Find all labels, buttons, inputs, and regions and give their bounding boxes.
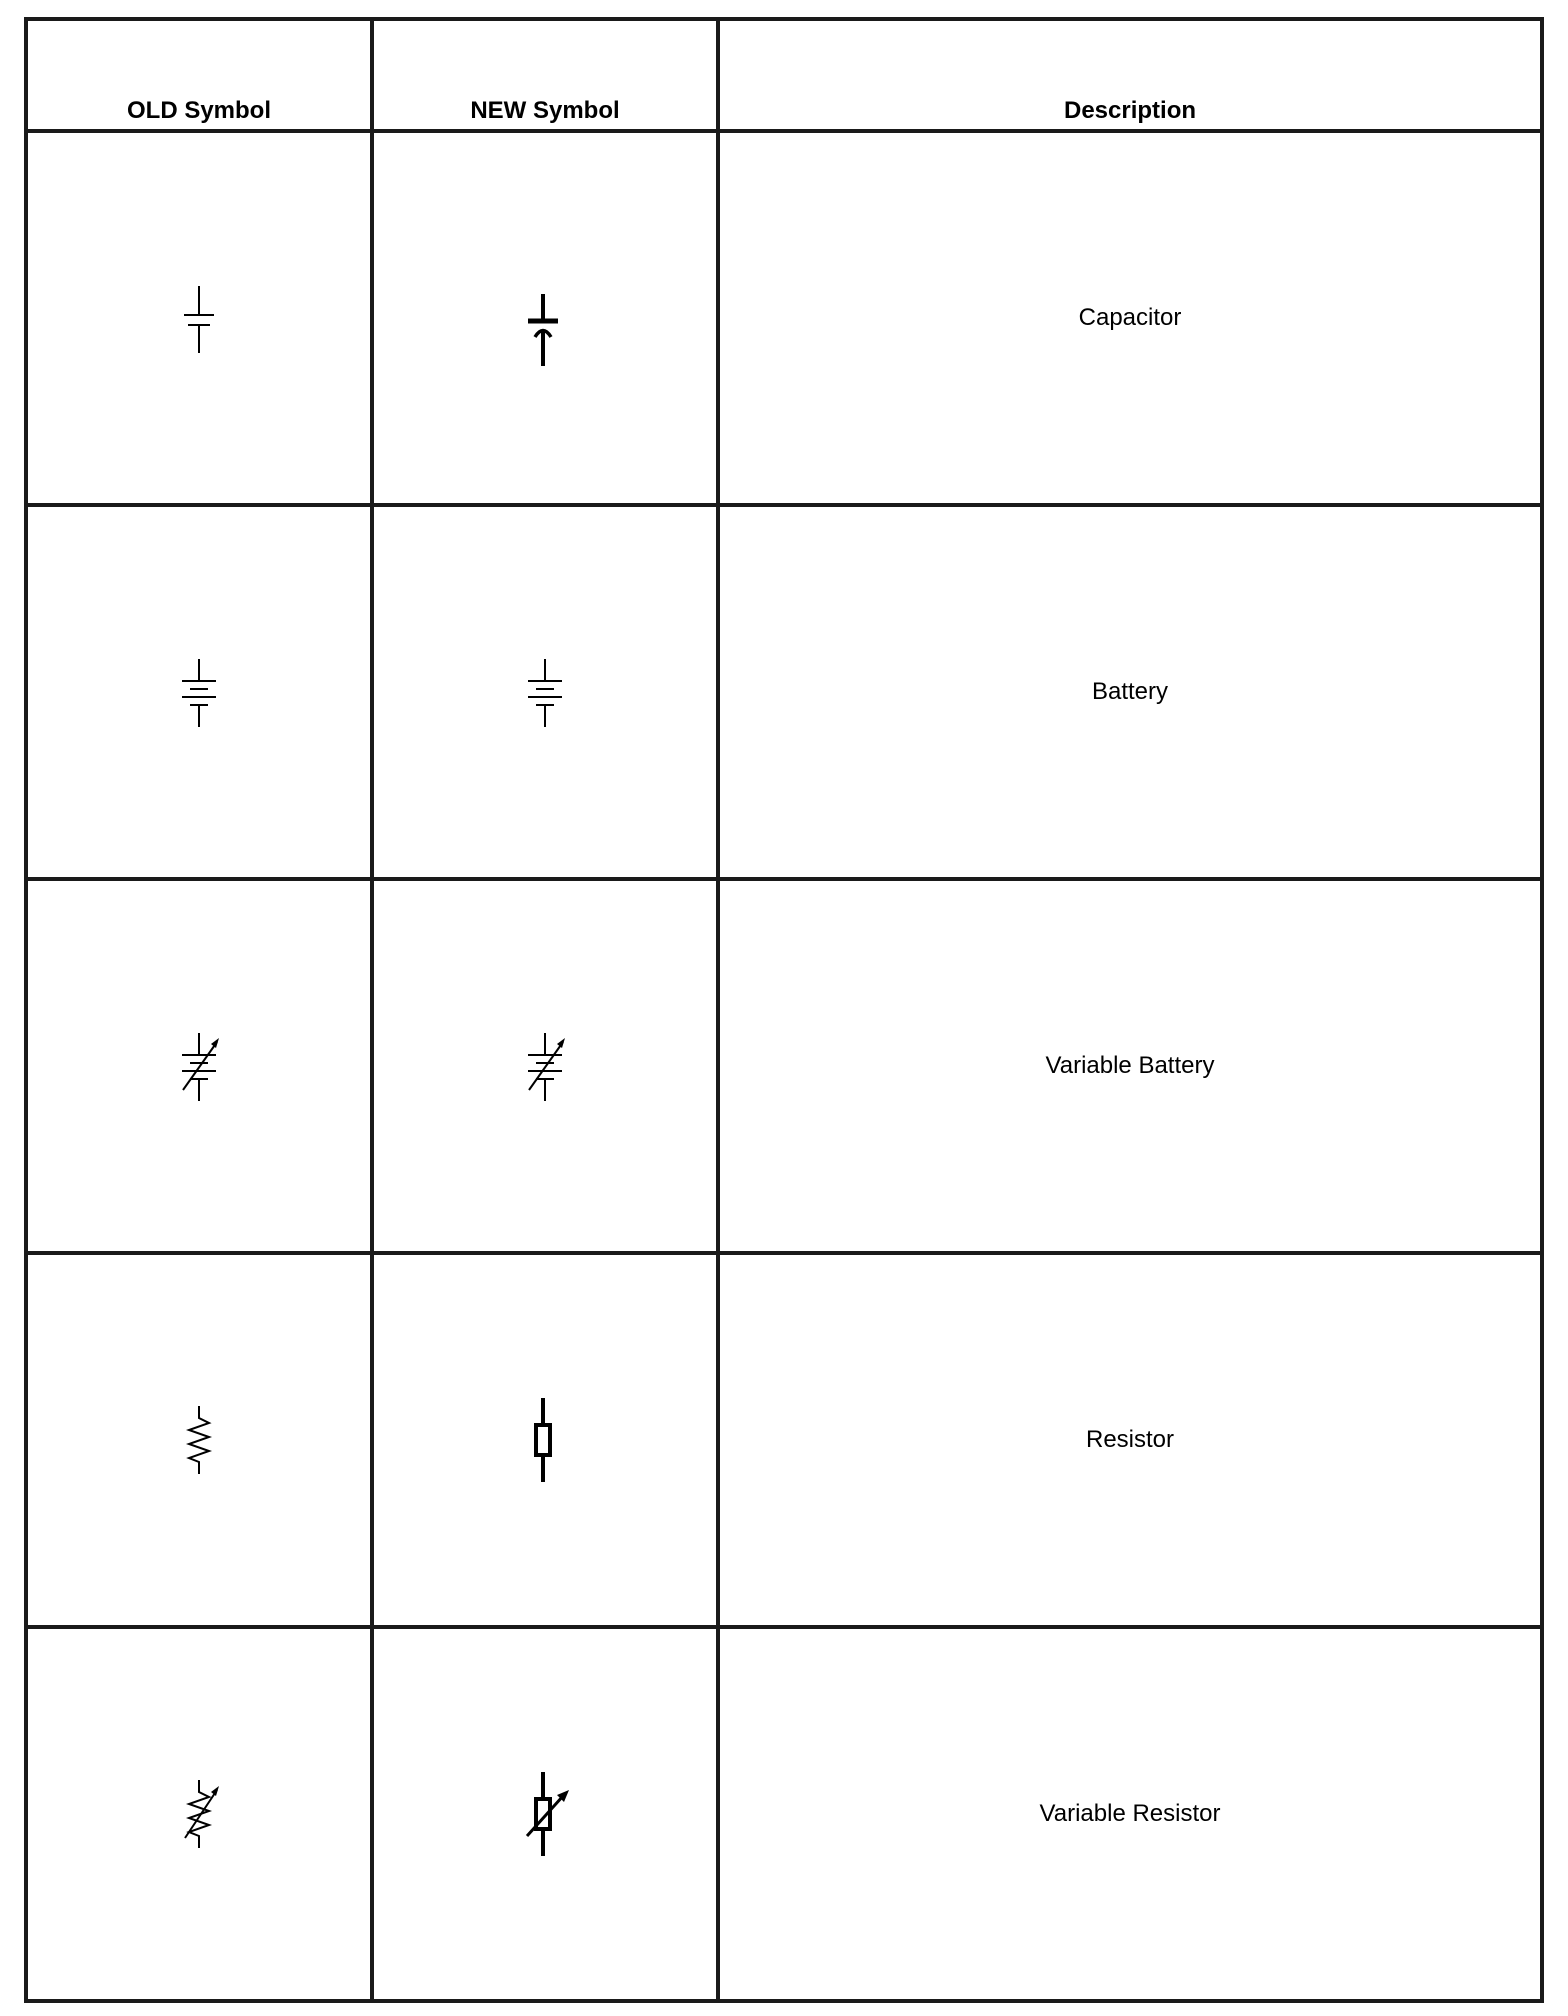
description-text: Resistor [1085,1426,1175,1453]
description-text: Capacitor [1078,304,1182,331]
new-resistor-icon [505,1380,585,1500]
old-battery-icon [159,632,239,752]
new-capacitor-icon [505,258,585,378]
new-symbol-cell [372,131,718,505]
header-description: Description [718,19,1542,131]
old-symbol-cell [26,879,372,1253]
new-symbol-cell [372,879,718,1253]
old-capacitor-icon [159,258,239,378]
old-resistor-icon [159,1380,239,1500]
description-cell [718,1627,1542,2001]
symbol-table [24,17,1544,2003]
table-row [26,505,1542,879]
new-battery-icon [505,632,585,752]
old-symbol-cell [26,131,372,505]
header-new-symbol: NEW Symbol [372,19,718,131]
description-cell [718,131,1542,505]
description-cell [718,879,1542,1253]
old-variable-resistor-icon [159,1754,239,1874]
table-row [26,1253,1542,1627]
description-text: Battery [1091,678,1169,705]
description-cell [718,505,1542,879]
header-old-symbol: OLD Symbol [26,19,372,131]
new-symbol-cell [372,1253,718,1627]
description-text: Variable Resistor [1039,1800,1221,1827]
old-symbol-cell [26,1253,372,1627]
header-row [26,19,1542,131]
new-symbol-cell [372,505,718,879]
table-row [26,1627,1542,2001]
old-variable-battery-icon [159,1006,239,1126]
new-variable-resistor-icon [505,1754,585,1874]
old-symbol-cell [26,505,372,879]
description-text: Variable Battery [1045,1052,1215,1079]
table-row [26,131,1542,505]
new-symbol-cell [372,1627,718,2001]
description-cell [718,1253,1542,1627]
table-row [26,879,1542,1253]
old-symbol-cell [26,1627,372,2001]
new-variable-battery-icon [505,1006,585,1126]
